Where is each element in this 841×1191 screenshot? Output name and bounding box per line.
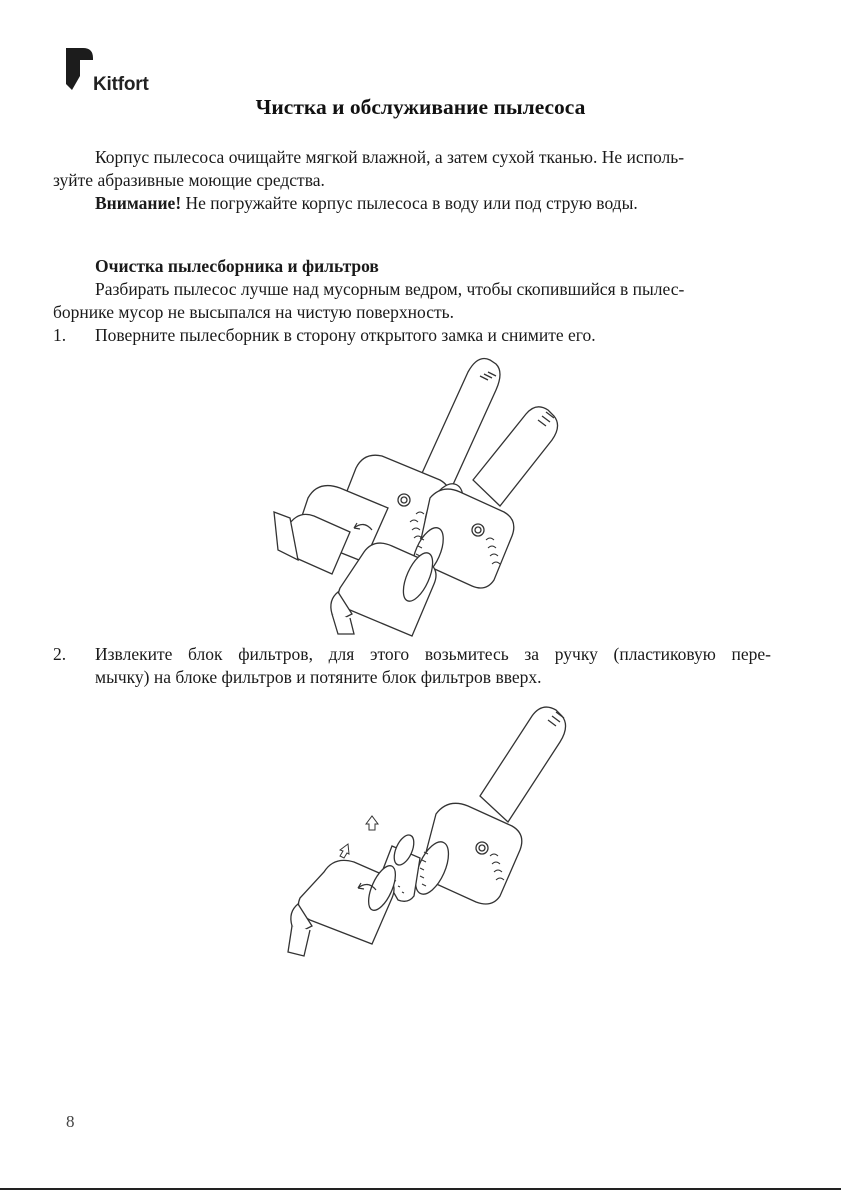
- step-text-line-1: Извлеките блок фильтров, для этого возьмитесь за ручку (пластиковую пере-: [95, 644, 771, 664]
- step-2-row: [53, 643, 771, 666]
- intro-line-1: Разбирать пылесос лучше над мусорным ведром, чтобы скопившийся в пылес-: [95, 279, 685, 299]
- care-line-1: Корпус пылесоса очищайте мягкой влажной, а затем сухой тканью. Не исполь-: [95, 147, 685, 167]
- dust-container: [331, 543, 439, 636]
- dust-container: [288, 860, 401, 956]
- page-title: Чистка и обслуживание пылесоса: [255, 95, 586, 119]
- brand-logo: [66, 48, 176, 98]
- care-paragraph: [53, 146, 771, 192]
- warning-label: Внимание!: [95, 193, 182, 213]
- warning-paragraph: [53, 192, 771, 215]
- step-number: 2.: [53, 644, 67, 664]
- step-1: [53, 324, 771, 347]
- intro-line-2: борнике мусор не высыпался на чистую поверхность.: [53, 302, 454, 322]
- intro-paragraph: [53, 278, 771, 324]
- step-2: [53, 643, 771, 689]
- care-line-2: зуйте абразивные моющие средства.: [53, 170, 325, 190]
- warning-text: Не погружайте корпус пылесоса в воду или под струю воды.: [181, 193, 638, 213]
- section-heading: Очистка пылесборника и фильтров: [95, 256, 379, 276]
- vacuum-filter-block-removal-illustration-icon: [270, 700, 580, 962]
- step-text-line-2: мычку) на блоке фильтров и потяните блок фильтров вверх.: [95, 667, 542, 687]
- kitfort-logo-mark-icon: [66, 48, 96, 96]
- step-2-row-2: [53, 666, 771, 689]
- cleaning-section: [53, 255, 771, 347]
- bottom-rule: [0, 1188, 841, 1190]
- section-heading-paragraph: [53, 255, 771, 278]
- step-number: 1.: [53, 325, 67, 345]
- page-number: 8: [66, 1112, 75, 1131]
- care-section: [53, 146, 771, 215]
- step-text: Поверните пылесборник в сторону открытого замка и снимите его.: [95, 325, 596, 345]
- logo-text: Kitfort: [93, 74, 149, 95]
- main-body: [409, 707, 566, 904]
- vacuum-dust-container-removal-illustration-icon: [268, 352, 568, 637]
